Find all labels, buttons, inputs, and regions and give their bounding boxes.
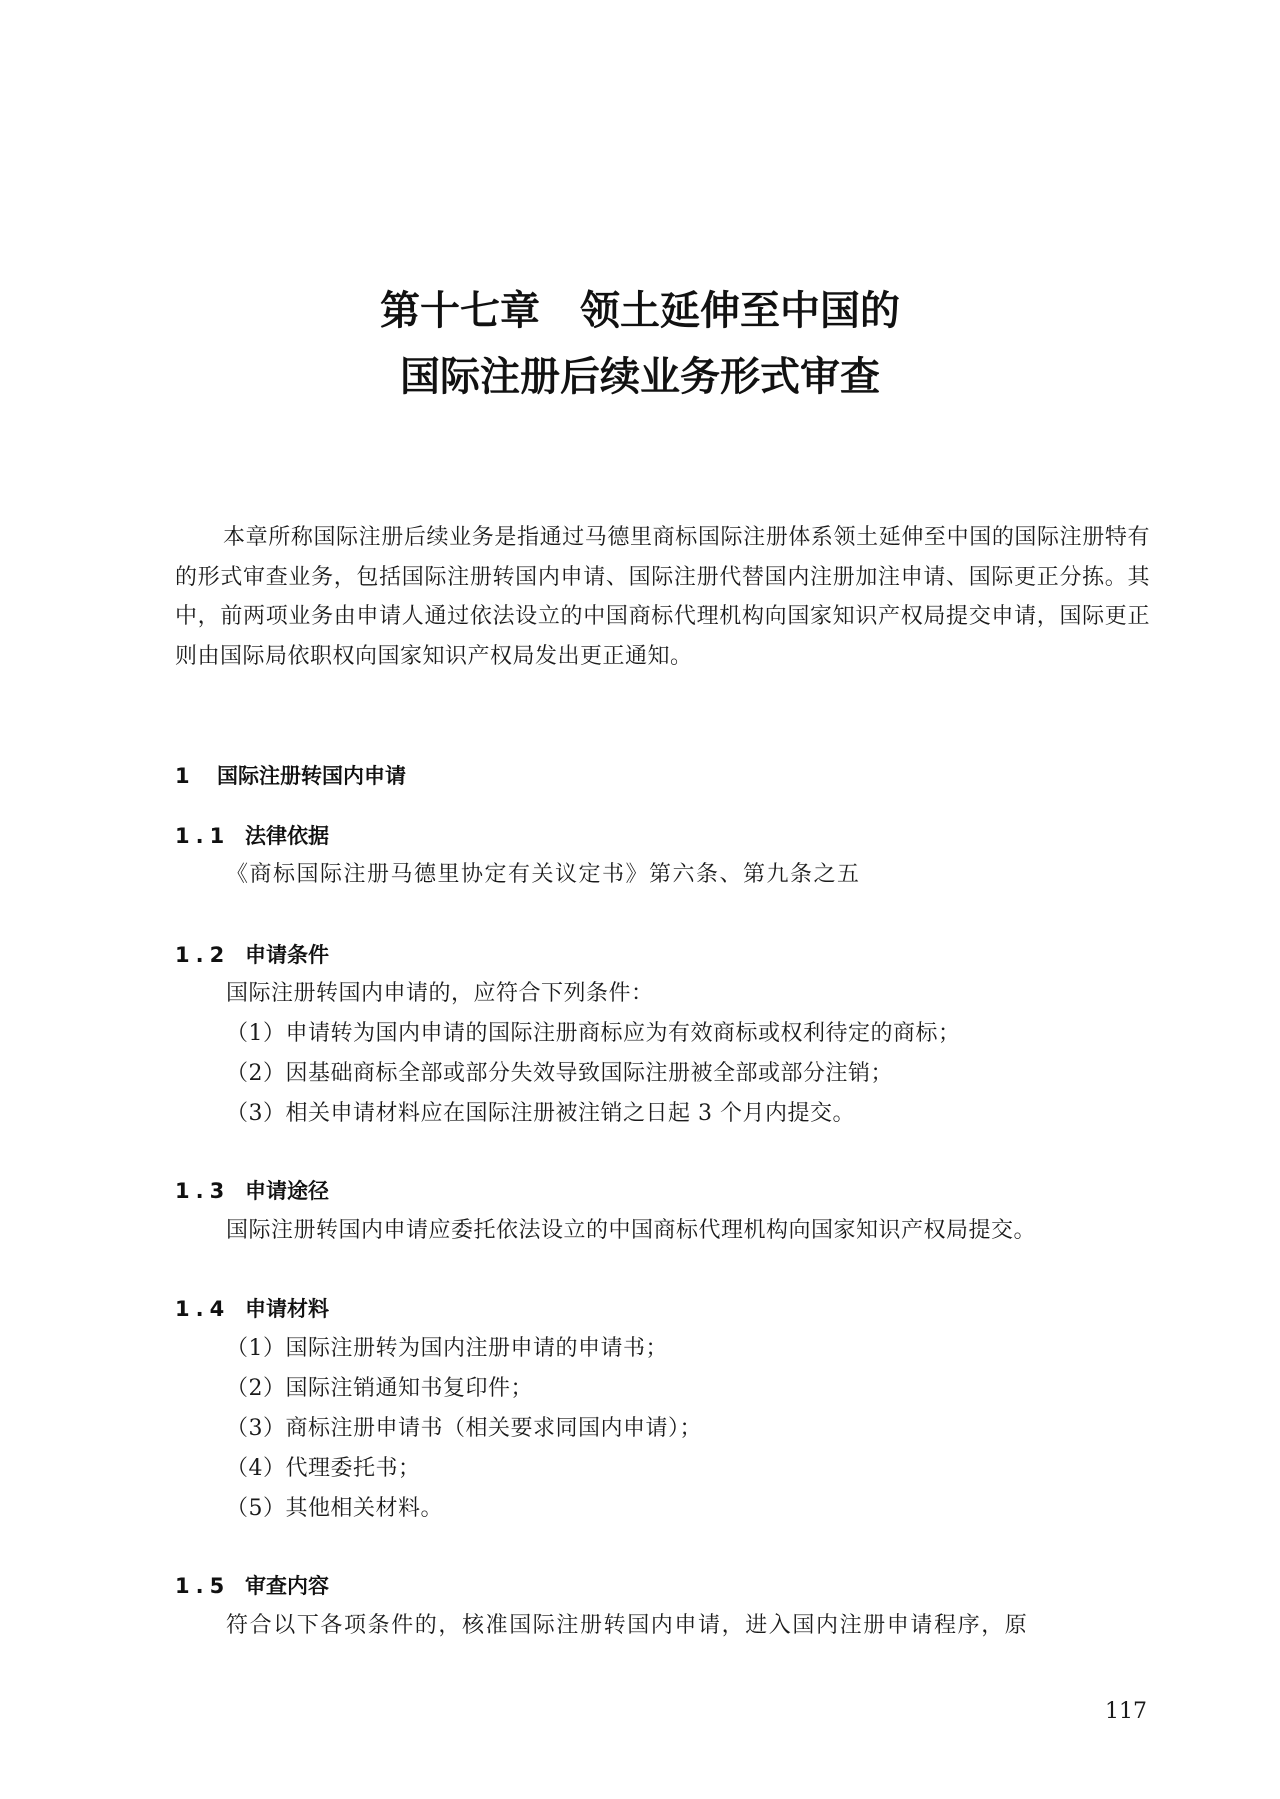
- condition-item: （1）申请转为国内申请的国际注册商标应为有效商标或权利待定的商标；: [226, 1021, 961, 1046]
- section-1-4-heading: [175, 1294, 329, 1324]
- conditions-lead: 国际注册转国内申请的，应符合下列条件：: [226, 981, 654, 1006]
- page-number: 117: [1105, 1699, 1147, 1724]
- section-number: 1.5: [175, 1574, 231, 1598]
- condition-item: （3）相关申请材料应在国际注册被注销之日起 3 个月内提交。: [226, 1101, 855, 1126]
- material-item: （4）代理委托书；: [226, 1456, 421, 1481]
- section-number: 1.2: [175, 943, 231, 967]
- section-title: 申请材料: [245, 1297, 329, 1321]
- section-title: 申请条件: [245, 943, 329, 967]
- material-item: （2）国际注销通知书复印件；: [226, 1376, 533, 1401]
- section-1-1-heading: [175, 821, 329, 851]
- section-number: 1.1: [175, 824, 231, 848]
- material-item: （5）其他相关材料。: [226, 1496, 443, 1521]
- section-1-5-heading: [175, 1571, 329, 1601]
- chapter-title-part-1: 领土延伸至中国的: [580, 288, 900, 334]
- section-number: 1.3: [175, 1179, 231, 1203]
- section-1-heading: [175, 761, 406, 791]
- section-title: 申请途径: [245, 1179, 329, 1203]
- legal-basis-text: 《商标国际注册马德里协定有关议定书》第六条、第九条之五: [226, 862, 861, 887]
- condition-item: （2）因基础商标全部或部分失效导致国际注册被全部或部分注销；: [226, 1061, 893, 1086]
- section-number: 1.4: [175, 1297, 231, 1321]
- section-1-3-heading: [175, 1176, 329, 1206]
- chapter-title-line-1: [0, 278, 1280, 344]
- section-title: 法律依据: [245, 824, 329, 848]
- intro-paragraph: 本章所称国际注册后续业务是指通过马德里商标国际注册体系领土延伸至中国的国际注册特有的形式审查业务，包括国际注册转国内申请、国际注册代替国内注册加注申请、国际更正分拣。其中，前两项业务由申请人通过依法设立的中国商标代理机构向国家知识产权局提交申请，国际更正则由国际局依职权向国家知识产权局发出更正通知。: [175, 525, 1150, 669]
- section-number: 1: [175, 764, 196, 788]
- application-route-text: 国际注册转国内申请应委托依法设立的中国商标代理机构向国家知识产权局提交。: [226, 1218, 1037, 1243]
- material-item: （3）商标注册申请书（相关要求同国内申请）；: [226, 1416, 702, 1441]
- section-title: 审查内容: [245, 1574, 329, 1598]
- chapter-label: 第十七章: [380, 288, 540, 334]
- material-item: （1）国际注册转为国内注册申请的申请书；: [226, 1336, 668, 1361]
- chapter-title-line-2: 国际注册后续业务形式审查: [400, 354, 880, 400]
- chapter-title: [0, 278, 1280, 410]
- review-content-text: 符合以下各项条件的，核准国际注册转国内申请，进入国内注册申请程序，原: [226, 1613, 1029, 1638]
- section-title: 国际注册转国内申请: [217, 764, 406, 788]
- section-1-2-heading: [175, 940, 329, 970]
